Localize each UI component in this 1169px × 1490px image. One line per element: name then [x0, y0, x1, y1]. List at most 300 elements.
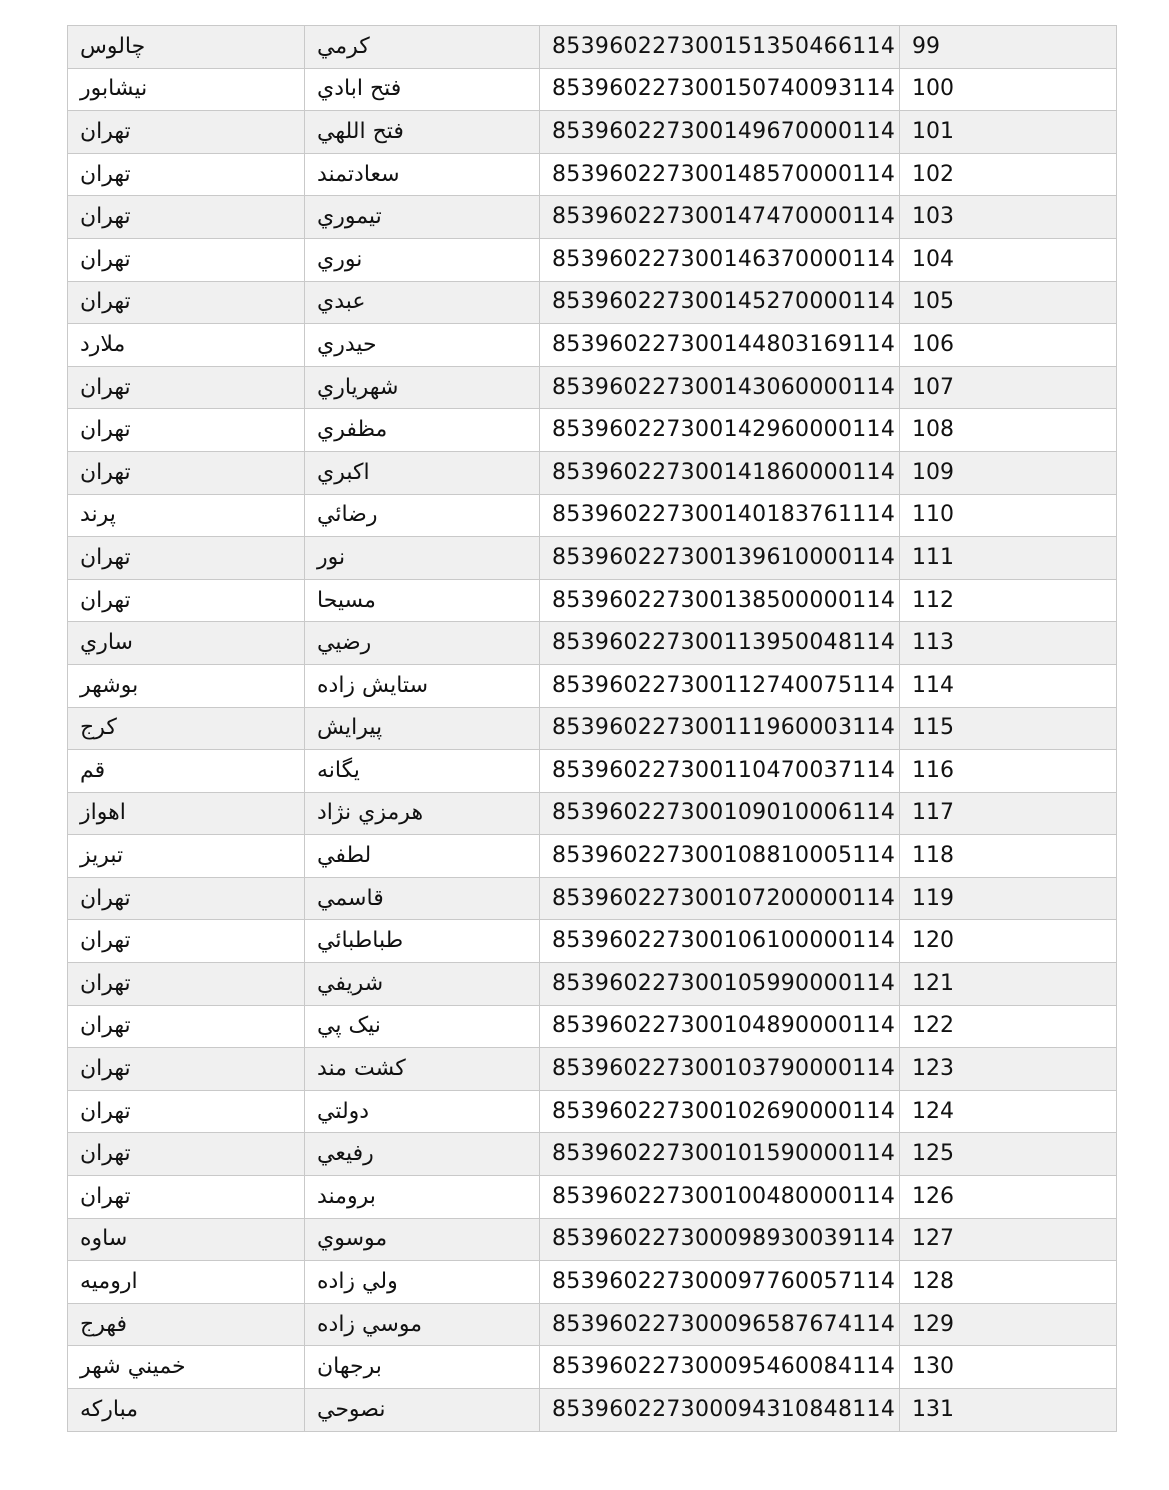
row-number-cell-text: 122	[912, 1013, 954, 1039]
city-cell-text: تهران	[80, 1098, 131, 1124]
code-cell-text: 853960227300140183761114	[552, 502, 896, 528]
city-cell-text: فهرج	[80, 1311, 127, 1337]
table-row	[68, 111, 1117, 154]
city-cell	[68, 537, 305, 580]
name-cell	[305, 877, 540, 920]
code-cell-text: 853960227300113950048114	[552, 630, 896, 656]
city-cell	[68, 1303, 305, 1346]
row-number-cell	[900, 1176, 1117, 1219]
row-number-cell	[900, 26, 1117, 69]
name-cell-text: كرمي	[317, 33, 370, 59]
row-number-cell-text: 105	[912, 289, 954, 315]
row-number-cell-text: 103	[912, 204, 954, 230]
row-number-cell-text: 124	[912, 1098, 954, 1124]
row-number-cell-text: 111	[912, 544, 954, 570]
row-number-cell	[900, 153, 1117, 196]
row-number-cell	[900, 835, 1117, 878]
code-cell-text: 853960227300097760057114	[552, 1269, 896, 1295]
city-cell-text: تهران	[80, 1183, 131, 1209]
code-cell	[540, 1261, 900, 1304]
name-cell	[305, 494, 540, 537]
name-cell	[305, 1389, 540, 1432]
row-number-cell-text: 104	[912, 246, 954, 272]
name-cell-text: حيدري	[317, 331, 377, 357]
name-cell-text: قاسمي	[317, 885, 384, 911]
city-cell-text: تهران	[80, 417, 131, 443]
city-cell-text: تهران	[80, 204, 131, 230]
code-cell-text: 853960227300151350466114	[552, 33, 896, 59]
city-cell-text: تهران	[80, 118, 131, 144]
name-cell	[305, 1090, 540, 1133]
code-cell	[540, 324, 900, 367]
name-cell	[305, 1261, 540, 1304]
code-cell	[540, 537, 900, 580]
table-row	[68, 750, 1117, 793]
row-number-cell	[900, 494, 1117, 537]
table-row	[68, 1261, 1117, 1304]
city-cell	[68, 281, 305, 324]
row-number-cell	[900, 1218, 1117, 1261]
name-cell	[305, 409, 540, 452]
city-cell	[68, 366, 305, 409]
row-number-cell-text: 115	[912, 715, 954, 741]
row-number-cell-text: 117	[912, 800, 954, 826]
name-cell	[305, 1133, 540, 1176]
table-row	[68, 1133, 1117, 1176]
city-cell	[68, 196, 305, 239]
name-cell	[305, 324, 540, 367]
code-cell	[540, 877, 900, 920]
row-number-cell	[900, 196, 1117, 239]
code-cell-text: 853960227300108810005114	[552, 843, 896, 869]
table-row	[68, 537, 1117, 580]
table-row	[68, 622, 1117, 665]
row-number-cell	[900, 1090, 1117, 1133]
code-cell	[540, 707, 900, 750]
name-cell-text: ستايش زاده	[317, 672, 428, 698]
row-number-cell	[900, 1261, 1117, 1304]
code-cell	[540, 196, 900, 239]
name-cell	[305, 537, 540, 580]
city-cell-text: تهران	[80, 374, 131, 400]
row-number-cell-text: 126	[912, 1183, 954, 1209]
city-cell-text: ملارد	[80, 331, 126, 357]
code-cell-text: 853960227300143060000114	[552, 374, 896, 400]
city-cell	[68, 1176, 305, 1219]
name-cell	[305, 111, 540, 154]
name-cell	[305, 1048, 540, 1091]
city-cell	[68, 1048, 305, 1091]
city-cell	[68, 1346, 305, 1389]
code-cell	[540, 1176, 900, 1219]
code-cell-text: 853960227300141860000114	[552, 459, 896, 485]
name-cell	[305, 1005, 540, 1048]
row-number-cell-text: 109	[912, 459, 954, 485]
name-cell	[305, 963, 540, 1006]
code-cell	[540, 579, 900, 622]
table-row	[68, 1090, 1117, 1133]
table-row	[68, 366, 1117, 409]
code-cell-text: 853960227300112740075114	[552, 672, 896, 698]
city-cell	[68, 963, 305, 1006]
row-number-cell-text: 131	[912, 1396, 954, 1422]
row-number-cell	[900, 1005, 1117, 1048]
row-number-cell	[900, 537, 1117, 580]
city-cell-text: نيشابور	[80, 76, 148, 102]
city-cell-text: پرند	[80, 502, 116, 528]
name-cell	[305, 281, 540, 324]
table-row	[68, 196, 1117, 239]
city-cell-text: مباركه	[80, 1396, 139, 1422]
name-cell-text: مظفري	[317, 417, 388, 443]
code-cell-text: 853960227300104890000114	[552, 1013, 896, 1039]
table-row	[68, 1303, 1117, 1346]
code-cell	[540, 664, 900, 707]
city-cell	[68, 792, 305, 835]
data-table	[67, 25, 1117, 1432]
table-row	[68, 451, 1117, 494]
code-cell-text: 853960227300105990000114	[552, 970, 896, 996]
code-cell-text: 853960227300098930039114	[552, 1226, 896, 1252]
row-number-cell	[900, 1133, 1117, 1176]
name-cell-text: نيک پي	[317, 1013, 381, 1039]
name-cell-text: برجهان	[317, 1354, 382, 1380]
row-number-cell-text: 114	[912, 672, 954, 698]
city-cell	[68, 324, 305, 367]
code-cell-text: 853960227300101590000114	[552, 1141, 896, 1167]
code-cell-text: 853960227300110470037114	[552, 757, 896, 783]
row-number-cell-text: 99	[912, 33, 940, 59]
table-row	[68, 68, 1117, 111]
city-cell	[68, 1261, 305, 1304]
name-cell-text: نور	[317, 544, 346, 570]
city-cell-text: تهران	[80, 1056, 131, 1082]
name-cell-text: شهرياري	[317, 374, 399, 400]
name-cell-text: موسي زاده	[317, 1311, 422, 1337]
name-cell	[305, 26, 540, 69]
row-number-cell	[900, 622, 1117, 665]
code-cell	[540, 1048, 900, 1091]
code-cell	[540, 920, 900, 963]
table-row	[68, 664, 1117, 707]
table-row	[68, 26, 1117, 69]
city-cell-text: خميني شهر	[80, 1354, 186, 1380]
code-cell	[540, 281, 900, 324]
name-cell	[305, 1303, 540, 1346]
code-cell-text: 853960227300106100000114	[552, 928, 896, 954]
city-cell	[68, 1133, 305, 1176]
code-cell	[540, 1133, 900, 1176]
code-cell	[540, 792, 900, 835]
city-cell-text: تهران	[80, 544, 131, 570]
city-cell-text: بوشهر	[80, 672, 139, 698]
row-number-cell-text: 130	[912, 1354, 954, 1380]
city-cell-text: ساوه	[80, 1226, 128, 1252]
code-cell-text: 853960227300144803169114	[552, 331, 896, 357]
row-number-cell	[900, 451, 1117, 494]
code-cell	[540, 750, 900, 793]
name-cell	[305, 196, 540, 239]
row-number-cell	[900, 750, 1117, 793]
row-number-cell	[900, 111, 1117, 154]
row-number-cell	[900, 281, 1117, 324]
row-number-cell-text: 100	[912, 76, 954, 102]
city-cell	[68, 451, 305, 494]
code-cell-text: 853960227300096587674114	[552, 1311, 896, 1337]
city-cell-text: تهران	[80, 289, 131, 315]
row-number-cell	[900, 920, 1117, 963]
code-cell	[540, 1303, 900, 1346]
name-cell	[305, 1218, 540, 1261]
table-row	[68, 1005, 1117, 1048]
city-cell	[68, 1005, 305, 1048]
name-cell-text: تيموري	[317, 204, 382, 230]
name-cell-text: فتح اللهي	[317, 118, 404, 144]
name-cell-text: عبدي	[317, 289, 366, 315]
name-cell	[305, 707, 540, 750]
city-cell	[68, 877, 305, 920]
row-number-cell-text: 112	[912, 587, 954, 613]
table-row	[68, 835, 1117, 878]
table-row	[68, 494, 1117, 537]
row-number-cell-text: 125	[912, 1141, 954, 1167]
code-cell-text: 853960227300150740093114	[552, 76, 896, 102]
row-number-cell-text: 119	[912, 885, 954, 911]
code-cell-text: 853960227300107200000114	[552, 885, 896, 911]
row-number-cell	[900, 1303, 1117, 1346]
city-cell	[68, 664, 305, 707]
row-number-cell-text: 120	[912, 928, 954, 954]
code-cell	[540, 494, 900, 537]
name-cell	[305, 664, 540, 707]
city-cell-text: تبريز	[80, 843, 124, 869]
name-cell-text: اكبري	[317, 459, 370, 485]
table-row	[68, 238, 1117, 281]
row-number-cell	[900, 238, 1117, 281]
name-cell-text: پيرايش	[317, 715, 383, 741]
row-number-cell	[900, 792, 1117, 835]
row-number-cell-text: 102	[912, 161, 954, 187]
city-cell	[68, 153, 305, 196]
city-cell-text: اروميه	[80, 1269, 138, 1295]
name-cell-text: نصوحي	[317, 1396, 386, 1422]
city-cell	[68, 579, 305, 622]
name-cell	[305, 792, 540, 835]
row-number-cell	[900, 324, 1117, 367]
table-row	[68, 877, 1117, 920]
table-row	[68, 409, 1117, 452]
code-cell-text: 853960227300149670000114	[552, 118, 896, 144]
name-cell	[305, 622, 540, 665]
city-cell	[68, 68, 305, 111]
name-cell-text: يگانه	[317, 757, 360, 783]
code-cell	[540, 68, 900, 111]
code-cell	[540, 835, 900, 878]
code-cell	[540, 1005, 900, 1048]
table-row	[68, 281, 1117, 324]
code-cell	[540, 26, 900, 69]
code-cell-text: 853960227300147470000114	[552, 204, 896, 230]
name-cell	[305, 1346, 540, 1389]
name-cell-text: دولتي	[317, 1098, 370, 1124]
table-row	[68, 963, 1117, 1006]
table-row	[68, 1176, 1117, 1219]
code-cell-text: 853960227300100480000114	[552, 1183, 896, 1209]
code-cell-text: 853960227300146370000114	[552, 246, 896, 272]
city-cell-text: تهران	[80, 246, 131, 272]
name-cell	[305, 68, 540, 111]
name-cell	[305, 835, 540, 878]
code-cell	[540, 153, 900, 196]
name-cell	[305, 451, 540, 494]
row-number-cell-text: 128	[912, 1269, 954, 1295]
city-cell	[68, 238, 305, 281]
code-cell-text: 853960227300094310848114	[552, 1396, 896, 1422]
row-number-cell	[900, 1048, 1117, 1091]
name-cell-text: لطفي	[317, 843, 372, 869]
row-number-cell	[900, 366, 1117, 409]
table-row	[68, 324, 1117, 367]
name-cell-text: هرمزي نژاد	[317, 800, 424, 826]
name-cell-text: رفيعي	[317, 1141, 374, 1167]
code-cell	[540, 1346, 900, 1389]
table-row	[68, 1389, 1117, 1432]
name-cell-text: طباطبائي	[317, 928, 404, 954]
row-number-cell-text: 116	[912, 757, 954, 783]
city-cell	[68, 1218, 305, 1261]
city-cell-text: چالوس	[80, 33, 146, 59]
code-cell-text: 853960227300145270000114	[552, 289, 896, 315]
city-cell-text: تهران	[80, 587, 131, 613]
city-cell	[68, 835, 305, 878]
name-cell-text: كشت مند	[317, 1056, 406, 1082]
row-number-cell-text: 106	[912, 331, 954, 357]
table-row	[68, 579, 1117, 622]
name-cell	[305, 366, 540, 409]
city-cell	[68, 409, 305, 452]
city-cell	[68, 622, 305, 665]
name-cell-text: سعادتمند	[317, 161, 400, 187]
city-cell-text: تهران	[80, 161, 131, 187]
row-number-cell-text: 129	[912, 1311, 954, 1337]
code-cell	[540, 1218, 900, 1261]
name-cell	[305, 579, 540, 622]
row-number-cell	[900, 409, 1117, 452]
code-cell	[540, 963, 900, 1006]
name-cell-text: شريفي	[317, 970, 384, 996]
name-cell-text: رضيي	[317, 630, 372, 656]
city-cell	[68, 494, 305, 537]
name-cell	[305, 920, 540, 963]
name-cell-text: مسيحا	[317, 587, 376, 613]
code-cell	[540, 366, 900, 409]
city-cell	[68, 1389, 305, 1432]
city-cell-text: تهران	[80, 928, 131, 954]
row-number-cell-text: 121	[912, 970, 954, 996]
row-number-cell-text: 113	[912, 630, 954, 656]
name-cell	[305, 1176, 540, 1219]
code-cell-text: 853960227300148570000114	[552, 161, 896, 187]
table-row	[68, 920, 1117, 963]
city-cell	[68, 707, 305, 750]
table-row	[68, 707, 1117, 750]
name-cell-text: برومند	[317, 1183, 376, 1209]
row-number-cell-text: 101	[912, 118, 954, 144]
code-cell-text: 853960227300109010006114	[552, 800, 896, 826]
row-number-cell	[900, 1389, 1117, 1432]
code-cell	[540, 1090, 900, 1133]
code-cell-text: 853960227300102690000114	[552, 1098, 896, 1124]
city-cell-text: تهران	[80, 885, 131, 911]
row-number-cell-text: 110	[912, 502, 954, 528]
name-cell	[305, 153, 540, 196]
code-cell	[540, 111, 900, 154]
row-number-cell-text: 108	[912, 417, 954, 443]
city-cell-text: ساري	[80, 630, 133, 656]
table-row	[68, 1218, 1117, 1261]
row-number-cell	[900, 664, 1117, 707]
row-number-cell-text: 107	[912, 374, 954, 400]
city-cell-text: تهران	[80, 1141, 131, 1167]
table-row	[68, 153, 1117, 196]
city-cell-text: تهران	[80, 1013, 131, 1039]
code-cell	[540, 622, 900, 665]
city-cell-text: اهواز	[80, 800, 126, 826]
city-cell	[68, 1090, 305, 1133]
row-number-cell	[900, 963, 1117, 1006]
row-number-cell	[900, 877, 1117, 920]
document-sheet	[67, 25, 1116, 1432]
code-cell	[540, 238, 900, 281]
table-body	[68, 26, 1117, 1432]
city-cell-text: كرج	[80, 715, 117, 741]
row-number-cell-text: 127	[912, 1226, 954, 1252]
city-cell	[68, 920, 305, 963]
code-cell-text: 853960227300111960003114	[552, 715, 896, 741]
row-number-cell-text: 123	[912, 1056, 954, 1082]
name-cell-text: موسوي	[317, 1226, 388, 1252]
row-number-cell-text: 118	[912, 843, 954, 869]
name-cell	[305, 750, 540, 793]
code-cell	[540, 1389, 900, 1432]
name-cell	[305, 238, 540, 281]
city-cell-text: قم	[80, 757, 106, 783]
city-cell	[68, 111, 305, 154]
code-cell	[540, 409, 900, 452]
name-cell-text: رضائي	[317, 502, 378, 528]
name-cell-text: نوري	[317, 246, 363, 272]
row-number-cell	[900, 579, 1117, 622]
city-cell	[68, 26, 305, 69]
code-cell-text: 853960227300139610000114	[552, 544, 896, 570]
table-row	[68, 792, 1117, 835]
city-cell-text: تهران	[80, 970, 131, 996]
code-cell-text: 853960227300142960000114	[552, 417, 896, 443]
code-cell-text: 853960227300103790000114	[552, 1056, 896, 1082]
code-cell-text: 853960227300138500000114	[552, 587, 896, 613]
table-row	[68, 1048, 1117, 1091]
city-cell-text: تهران	[80, 459, 131, 485]
row-number-cell	[900, 68, 1117, 111]
row-number-cell	[900, 707, 1117, 750]
code-cell	[540, 451, 900, 494]
row-number-cell	[900, 1346, 1117, 1389]
name-cell-text: ولي زاده	[317, 1269, 398, 1295]
city-cell	[68, 750, 305, 793]
table-row	[68, 1346, 1117, 1389]
code-cell-text: 853960227300095460084114	[552, 1354, 896, 1380]
name-cell-text: فتح ابادي	[317, 76, 402, 102]
